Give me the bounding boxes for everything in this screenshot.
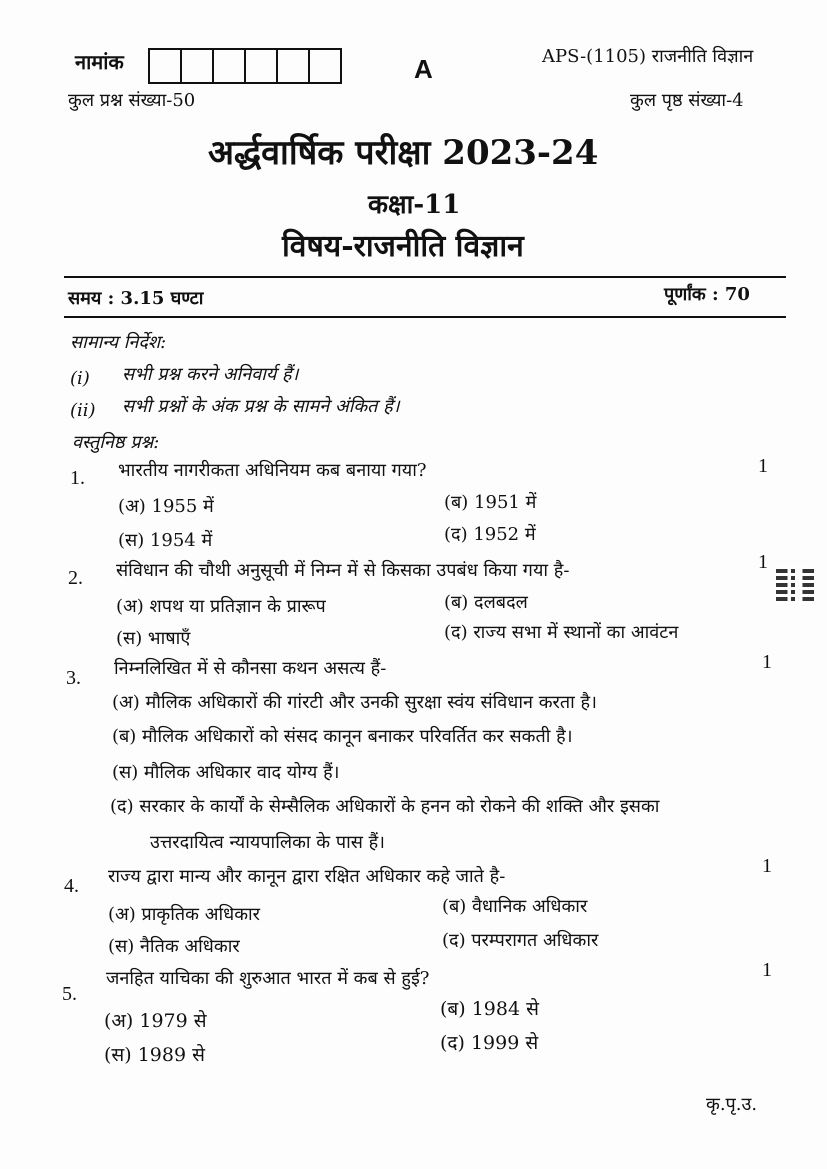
question-text: जनहित याचिका की शुरुआत भारत में कब से हुई? [106, 968, 430, 989]
question-marks: 1 [762, 959, 772, 981]
section-heading: वस्तुनिष्ठ प्रश्न: [72, 432, 160, 453]
option: (अ) मौलिक अधिकारों की गांरटी और उनकी सुरक्षा स्वंय संविधान करता है। [112, 692, 597, 713]
question-marks: 1 [758, 455, 768, 477]
divider [64, 316, 786, 318]
roll-number-label: नामांक [75, 50, 124, 74]
question-marks: 1 [762, 855, 772, 877]
question-number: 2. [68, 567, 83, 589]
instruction-num: (ii) [70, 400, 96, 421]
option: (द) सरकार के कार्यों के सेम्सैलिक अधिकारों के हनन को रोकने की शक्ति और इसका [110, 796, 660, 817]
option: (ब) मौलिक अधिकारों को संसद कानून बनाकर परिवर्तित कर सकती है। [112, 726, 573, 747]
question-number: 4. [64, 875, 79, 897]
time-label: समय : 3.15 घण्टा [68, 288, 204, 309]
option: (अ) प्राकृतिक अधिकार [108, 904, 261, 925]
total-questions: कुल प्रश्न संख्या-50 [68, 90, 196, 111]
subject-label: विषय-राजनीति विज्ञान [282, 229, 524, 264]
question-number: 1. [70, 467, 85, 489]
option-continued: उत्तरदायित्व न्यायपालिका के पास हैं। [150, 832, 385, 853]
paper-set: A [414, 54, 433, 84]
option: (ब) 1984 से [440, 998, 539, 1020]
question-marks: 1 [762, 651, 772, 673]
option: (ब) 1951 में [444, 492, 537, 513]
option: (द) राज्य सभा में स्थानों का आवंटन [444, 622, 679, 643]
option: (अ) 1955 में [118, 496, 214, 517]
please-turn-over: कृ.पृ.उ. [706, 1094, 758, 1115]
option: (स) मौलिक अधिकार वाद योग्य हैं। [112, 762, 340, 783]
instructions-heading: सामान्य निर्देश: [70, 332, 167, 353]
option: (स) भाषाएँ [116, 628, 191, 649]
option: (अ) 1979 से [104, 1010, 207, 1032]
question-text: भारतीय नागरीकता अधिनियम कब बनाया गया? [118, 460, 427, 481]
option: (द) 1999 से [440, 1032, 539, 1054]
class-label: कक्षा-11 [368, 190, 461, 220]
qr-code [776, 566, 814, 604]
instruction-text: सभी प्रश्न करने अनिवार्य हैं। [122, 364, 299, 385]
question-marks: 1 [758, 551, 768, 573]
instruction-num: (i) [70, 368, 90, 389]
option: (द) 1952 में [444, 524, 536, 545]
option: (ब) वैधानिक अधिकार [442, 896, 588, 917]
option: (द) परम्परागत अधिकार [442, 930, 599, 951]
option: (ब) दलबदल [444, 592, 528, 613]
exam-title: अर्द्धवार्षिक परीक्षा 2023-24 [208, 133, 599, 173]
divider [64, 276, 786, 278]
question-number: 3. [66, 667, 81, 689]
option: (अ) शपथ या प्रतिज्ञान के प्रारूप [116, 596, 326, 617]
max-marks: पूर्णांक : 70 [664, 284, 750, 305]
option: (स) 1989 से [104, 1044, 205, 1066]
question-text: निम्नलिखित में से कौनसा कथन असत्य हैं- [114, 658, 387, 679]
option: (स) 1954 में [118, 530, 213, 551]
question-text: राज्य द्वारा मान्य और कानून द्वारा रक्षित अधिकार कहे जाते है- [108, 866, 506, 887]
roll-number-boxes [148, 48, 342, 84]
paper-code: APS-(1105) राजनीति विज्ञान [542, 46, 754, 67]
question-text: संविधान की चौथी अनुसूची में निम्न में से किसका उपबंध किया गया है- [116, 560, 570, 581]
question-number: 5. [62, 983, 77, 1005]
instruction-text: सभी प्रश्नों के अंक प्रश्न के सामने अंकित हैं। [122, 396, 400, 417]
option: (स) नैतिक अधिकार [108, 936, 240, 957]
total-pages: कुल पृष्ठ संख्या-4 [630, 90, 744, 111]
